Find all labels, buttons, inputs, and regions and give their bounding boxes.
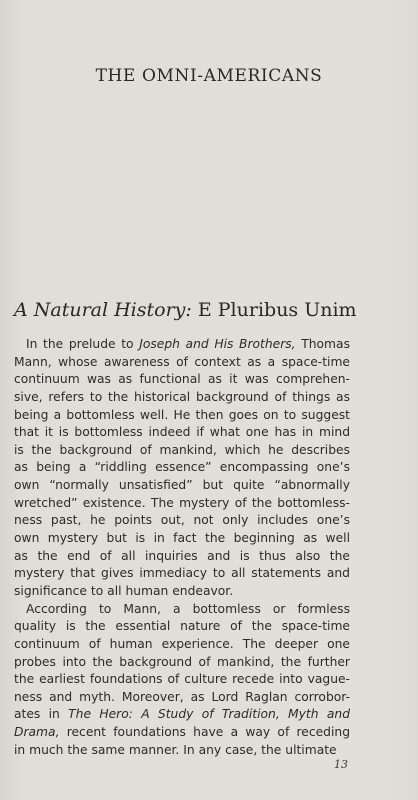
- text-line: [14, 354, 350, 372]
- body-text: [14, 336, 350, 759]
- text-line: [14, 548, 350, 566]
- text-segment: continuum of human experience. The deeper one: [14, 636, 350, 651]
- text-line: [14, 618, 350, 636]
- text-segment: that it is bottomless indeed if what one has in mind: [14, 425, 350, 440]
- text-line: [14, 424, 350, 442]
- paragraph-2: [14, 601, 350, 760]
- text-segment: Mann, whose awareness of context as a space-time: [14, 354, 350, 369]
- text-line: [14, 724, 350, 742]
- text-line: [14, 407, 350, 425]
- page-number: 13: [334, 758, 348, 771]
- text-line: [14, 336, 350, 354]
- text-line: [14, 495, 350, 513]
- chapter-title: [14, 299, 414, 321]
- text-segment: wretched” existence. The mystery of the bottomless-: [14, 495, 350, 510]
- text-segment: as the end of all inquiries and is thus also the: [14, 548, 350, 563]
- italic-title: The Hero: A Study of Tradition, Myth and: [68, 707, 350, 722]
- italic-title: Joseph and His Brothers,: [139, 337, 296, 351]
- text-line: [14, 389, 350, 407]
- text-segment: continuum was as functional as it was comprehen-: [14, 372, 350, 387]
- text-line: [14, 512, 350, 530]
- text-line: [14, 565, 350, 583]
- text-line: [14, 459, 350, 477]
- text-line: [14, 477, 350, 495]
- text-line: [14, 442, 350, 460]
- text-segment: in much the same manner. In any case, the ultimate: [14, 742, 337, 757]
- text-segment: probes into the background of mankind, the further: [14, 654, 350, 669]
- text-segment: is the background of mankind, which he describes: [14, 442, 350, 457]
- text-segment: ness past, he points out, not only includes one’s: [14, 513, 350, 528]
- text-line: [14, 706, 350, 724]
- text-segment: the earliest foundations of culture recede into vague-: [14, 672, 350, 687]
- text-segment: sive, refers to the historical background of things as: [14, 389, 350, 404]
- text-line: [14, 601, 350, 619]
- text-line: [14, 583, 350, 601]
- italic-title: Drama,: [14, 725, 60, 740]
- text-segment: According to Mann, a bottomless or formless: [26, 601, 350, 616]
- text-segment: recent foundations have a way of receding: [59, 725, 350, 740]
- text-segment: In the prelude to: [26, 337, 140, 351]
- text-segment: being a bottomless well. He then goes on to suggest: [14, 407, 350, 422]
- text-segment: own mystery but is in fact the beginning as well: [14, 531, 350, 546]
- text-line: [14, 371, 350, 389]
- text-segment: quality is the essential nature of the space-time: [14, 619, 350, 634]
- text-segment: own “normally unsatisfied” but quite “abnormally: [14, 478, 350, 493]
- text-line: [14, 636, 350, 654]
- text-segment: significance to all human endeavor.: [14, 583, 234, 598]
- text-segment: as being a “riddling essence” encompassing one’s: [14, 460, 350, 475]
- text-line: [14, 530, 350, 548]
- chapter-title-italic: A Natural History:: [14, 299, 192, 321]
- text-line: [14, 654, 350, 672]
- running-head: THE OMNI-AMERICANS: [95, 66, 323, 86]
- text-line: [14, 689, 350, 707]
- chapter-title-roman: E Pluribus Unim: [197, 299, 357, 321]
- text-line: [14, 671, 350, 689]
- text-line: [14, 742, 350, 760]
- text-segment: ness and myth. Moreover, as Lord Raglan corrobor-: [14, 689, 350, 704]
- text-segment: Thomas: [295, 337, 350, 351]
- text-segment: mystery that gives immediacy to all statements and: [14, 566, 350, 581]
- paragraph-1: [14, 336, 350, 601]
- text-segment: ates in: [14, 707, 69, 722]
